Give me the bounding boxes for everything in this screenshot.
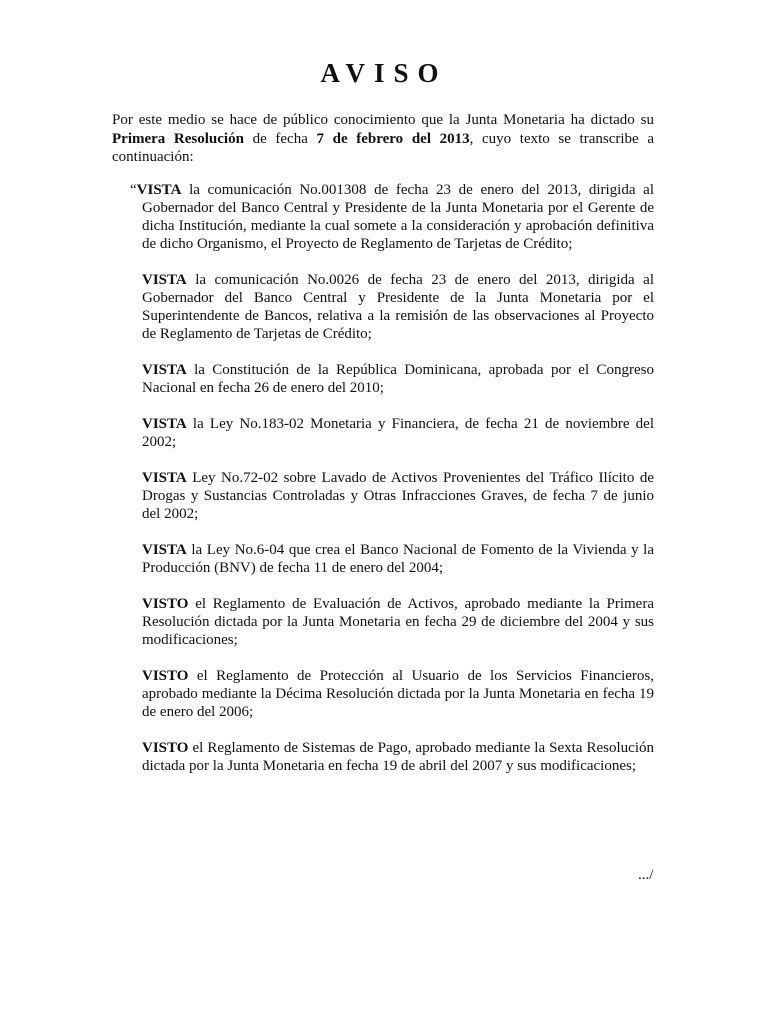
clause-text: la Ley No.6-04 que crea el Banco Nacional de Fomento de la Vivienda y la Producción (BNV) de fecha 11 de enero del 2004; [142, 542, 654, 576]
clause-keyword: VISTA [142, 272, 187, 288]
clause-text: la Ley No.183-02 Monetaria y Financiera, de fecha 21 de noviembre del 2002; [142, 416, 654, 450]
clause-text: Ley No.72-02 sobre Lavado de Activos Provenientes del Tráfico Ilícito de Drogas y Sustancias Controladas y Otras Infracciones Graves, de fecha 7 de junio del 2002; [142, 470, 654, 522]
clause-item [142, 541, 654, 577]
clause-item [142, 739, 654, 775]
intro-text-2: de fecha [243, 130, 317, 147]
clause-keyword: VISTO [142, 596, 189, 612]
clause-keyword: VISTA [142, 416, 187, 432]
clause-item [142, 595, 654, 649]
clause-text: el Reglamento de Protección al Usuario de los Servicios Financieros, aprobado mediante la Décima Resolución dictada por la Junta Monetaria en fecha 19 de enero del 2006; [142, 668, 654, 720]
intro-bold-resolution: Primera Resolución [112, 130, 244, 147]
clause-keyword: VISTO [142, 740, 189, 756]
clause-text: el Reglamento de Evaluación de Activos, aprobado mediante la Primera Resolución dictada por la Junta Monetaria en fecha 29 de diciembre del 2004 y sus modificaciones; [142, 596, 654, 648]
intro-bold-date: 7 de febrero del 2013 [316, 130, 470, 147]
clause-item [130, 181, 654, 253]
opening-quote: “ [130, 182, 137, 198]
clause-item [142, 667, 654, 721]
clause-keyword: VISTA [142, 470, 187, 486]
continuation-marker: .../ [638, 867, 654, 883]
clause-keyword: VISTA [142, 542, 187, 558]
intro-text-1: Por este medio se hace de público conocimiento que la Junta Monetaria ha dictado su [112, 112, 654, 128]
clause-text: el Reglamento de Sistemas de Pago, aprobado mediante la Sexta Resolución dictada por la Junta Monetaria en fecha 19 de abril del 2007 y sus modificaciones; [142, 740, 654, 774]
clause-text: la comunicación No.0026 de fecha 23 de enero del 2013, dirigida al Gobernador del Banco Central y Presidente de la Junta Monetaria por el Superintendente de Bancos, relativa a la remisión de las observaciones al Proyecto de Reglamento de Tarjetas de Crédito; [142, 272, 654, 342]
clause-item [142, 469, 654, 523]
page-title: AVISO [320, 58, 448, 88]
clause-item [142, 361, 654, 397]
clause-text: la Constitución de la República Dominicana, aprobada por el Congreso Nacional en fecha 26 de enero del 2010; [142, 362, 654, 396]
clause-keyword: VISTA [142, 362, 187, 378]
intro-text-3: , cuyo texto se transcribe a continuación: [112, 130, 654, 165]
clause-text: la comunicación No.001308 de fecha 23 de enero del 2013, dirigida al Gobernador del Banco Central y Presidente de la Junta Monetaria por el Gerente de dicha Institución, mediante la cual somete a la consideración y aprobación definitiva de dicho Organismo, el Proyecto de Reglamento de Tarjetas de Crédito; [142, 182, 654, 252]
clause-item [142, 415, 654, 451]
clause-item [142, 271, 654, 343]
clause-keyword: VISTA [136, 182, 182, 198]
clause-list [130, 181, 654, 793]
clause-keyword: VISTO [142, 668, 189, 684]
intro-paragraph [112, 111, 654, 167]
